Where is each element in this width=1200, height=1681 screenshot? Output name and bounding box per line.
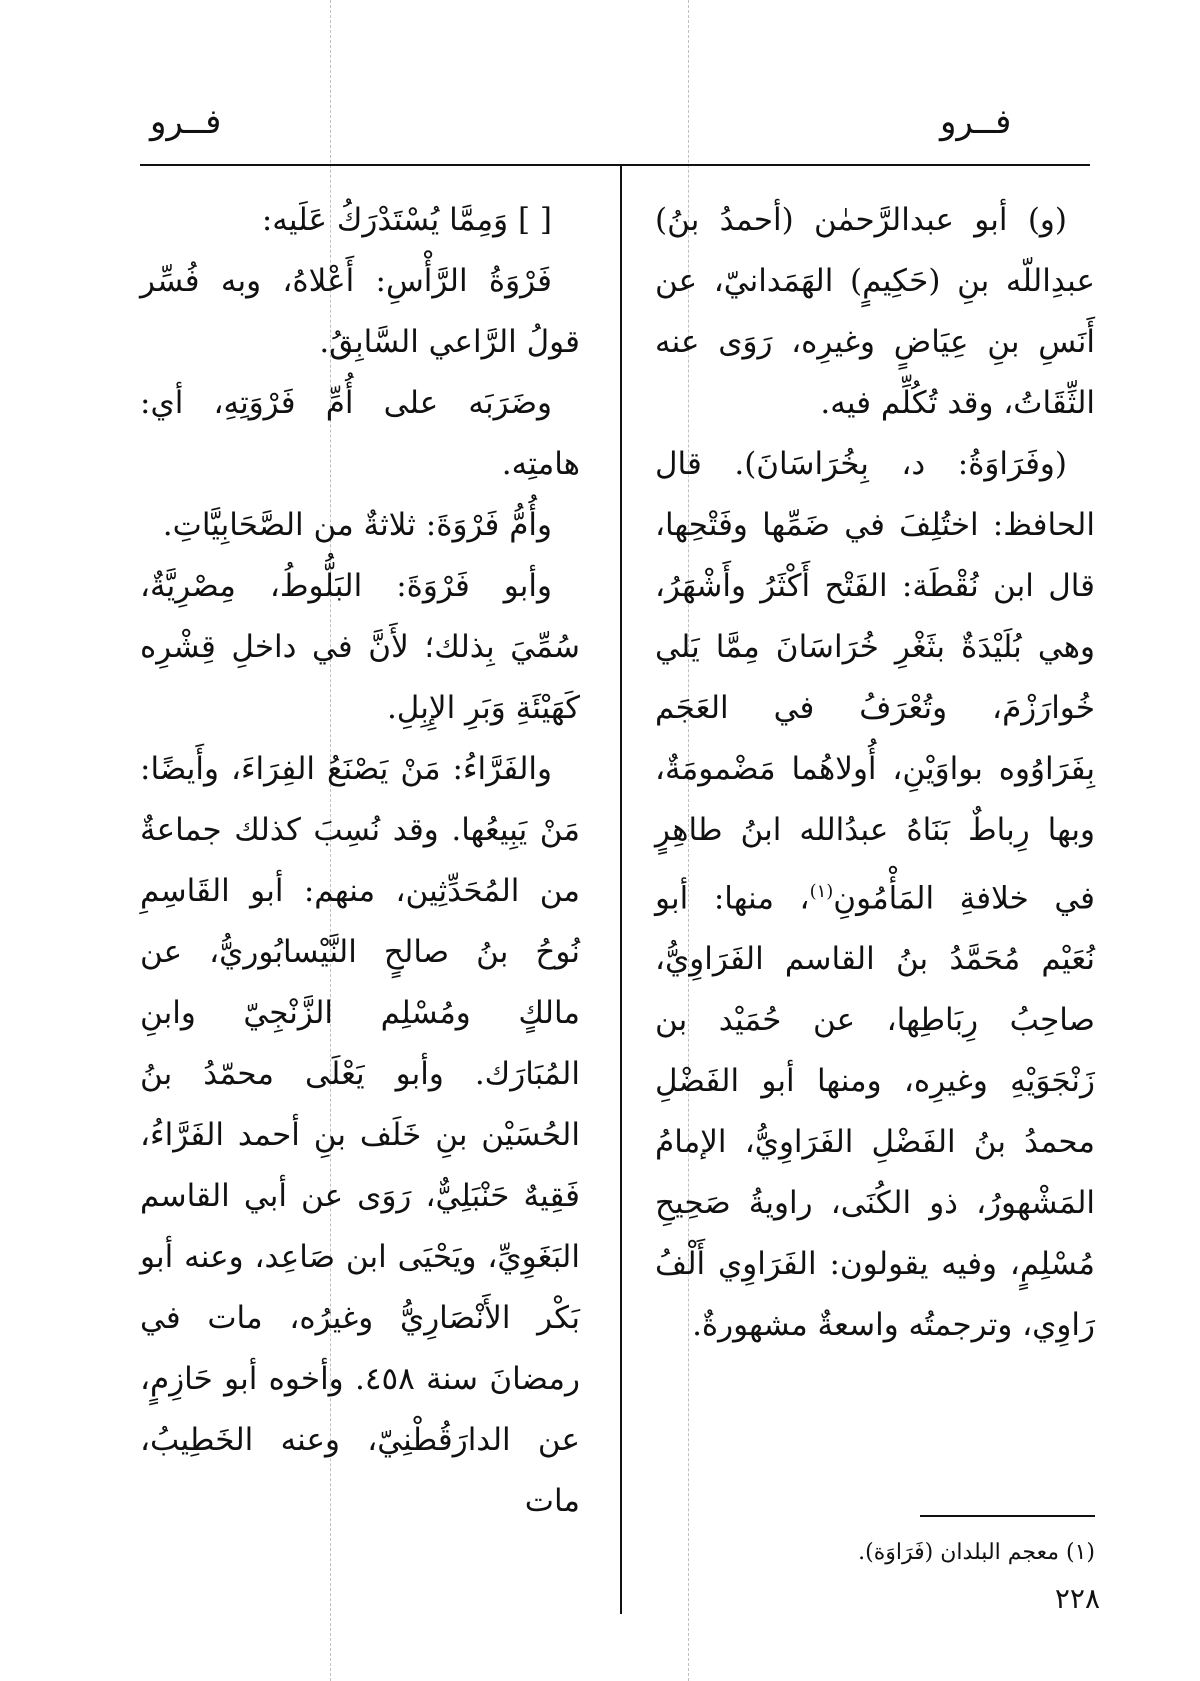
left-paragraph-5: وأبو فَرْوَةَ: البَلُّوطُ، مِصْرِيَّةٌ، سُمِّيَ بِذلك؛ لأَنَّ في داخلِ قِشْرِه كَهَيْئَةِ وَبَرِ الإِبِلِ. bbox=[140, 568, 580, 726]
left-paragraph-6: والفَرَّاءُ: مَنْ يَصْنَعُ الفِرَاءَ، وأَيضًا: مَنْ يَبِيعُها. وقد نُسِبَ كذلك جماعةٌ من المُحَدِّثِين، منهم: أبو القَاسِمِ نُوحُ بنُ صالحٍ النَّيْسابُوريُّ، عن مالكٍ ومُسْلِم الزَّنْجِيّ وابنِ المُبَارَك. وأبو يَعْلَى محمّدُ بنُ الحُسَيْن بنِ خَلَف بنِ أحمد الفَرَّاءُ، فَقِيهٌ حَنْبَلِيٌّ، رَوَى عن أبي القاسم البَغَوِيِّ، ويَحْيَى ابن صَاعِد، وعنه أبو بَكْر الأَنْصَارِيُّ وغيرُه، مات في رمضانَ سنة ٤٥٨. وأخوه أبو حَازِمٍ، عن الدارَقُطْنِيّ، وعنه الخَطِيبُ، مات bbox=[140, 751, 580, 1519]
right-paragraph-1: (و) أبو عبدالرَّحمٰن (أحمدُ بنُ) عبدِاللّه بنِ (حَكِيمٍ) الهَمَدانيّ، عن أَنَسِ بنِ عِيَاضٍ وغيرِه، رَوَى عنه الثِّقَاتُ، وقد تُكُلِّم فيه. bbox=[655, 202, 1095, 421]
right-paragraph-3: منها: أبو نُعَيْم مُحَمَّدُ بنُ القاسم الفَرَاوِيُّ، صاحِبُ رِبَاطِها، عن حُمَيْد بن زَنْجَوَيْهِ وغيرِه، ومنها أبو الفَضْلِ محمدُ بنُ الفَضْلِ الفَرَاوِيُّ، الإمامُ المَشْهورُ، ذو الكُنَى، راويةُ صَحِيحِ مُسْلِمٍ، وفيه يقولون: الفَرَاوِي أَلْفُ رَاوِي، وترجمتُه واسعةٌ مشهورةٌ. bbox=[655, 880, 1095, 1344]
running-header-right: فــرو bbox=[940, 102, 1012, 142]
left-paragraph-3: وضَرَبَه على أُمِّ فَرْوَتِهِ، أي: هامتِه. bbox=[140, 385, 580, 482]
running-header-left: فــرو bbox=[150, 102, 222, 142]
footnote-rule bbox=[920, 1515, 1095, 1517]
page-number: ٢٢٨ bbox=[1054, 1582, 1100, 1615]
left-column bbox=[140, 190, 580, 1532]
header-rule bbox=[140, 164, 1090, 166]
footnote-marker: (١) bbox=[809, 881, 834, 902]
footnote: (١) معجم البلدان (فَرَاوَة). bbox=[858, 1540, 1095, 1565]
left-paragraph-2: فَرْوَةُ الرَّأْسِ: أَعْلاهُ، وبه فُسِّر قولُ الرَّاعي السَّابِقُ. bbox=[140, 263, 580, 360]
right-paragraph-2-text: (وفَرَاوَةُ: د، بِخُرَاسَانَ). قال الحافظ: اختُلِفَ في ضَمِّها وفَتْحِها، قال ابن نُقْطَة: الفَتْح أَكْثَرُ وأَشْهَرُ، وهي بُلَيْدَةٌ بثَغْرِ خُرَاسَانَ مِمَّا يَلي خُوارَزْمَ، وتُعْرَفُ في العَجَم بِفَرَاوُوه بواوَيْنِ، أُولاهُما مَضْمومَةٌ، وبها رِباطٌ بَنَاهُ عبدُالله ابنُ طاهِرٍ في خلافةِ المَأْمُونِ bbox=[655, 446, 1096, 917]
left-paragraph-4: وأُمُّ فَرْوَةَ: ثلاثةٌ من الصَّحَابِيَّاتِ. bbox=[162, 507, 552, 543]
column-divider bbox=[620, 164, 622, 1614]
right-column bbox=[655, 190, 1095, 1356]
right-paragraph-2-end: ، bbox=[799, 880, 810, 917]
left-paragraph-1: [ ] وَمِمَّا يُسْتَدْرَكُ عَلَيه: bbox=[261, 202, 552, 238]
right-paragraph-2 bbox=[655, 434, 1095, 1356]
